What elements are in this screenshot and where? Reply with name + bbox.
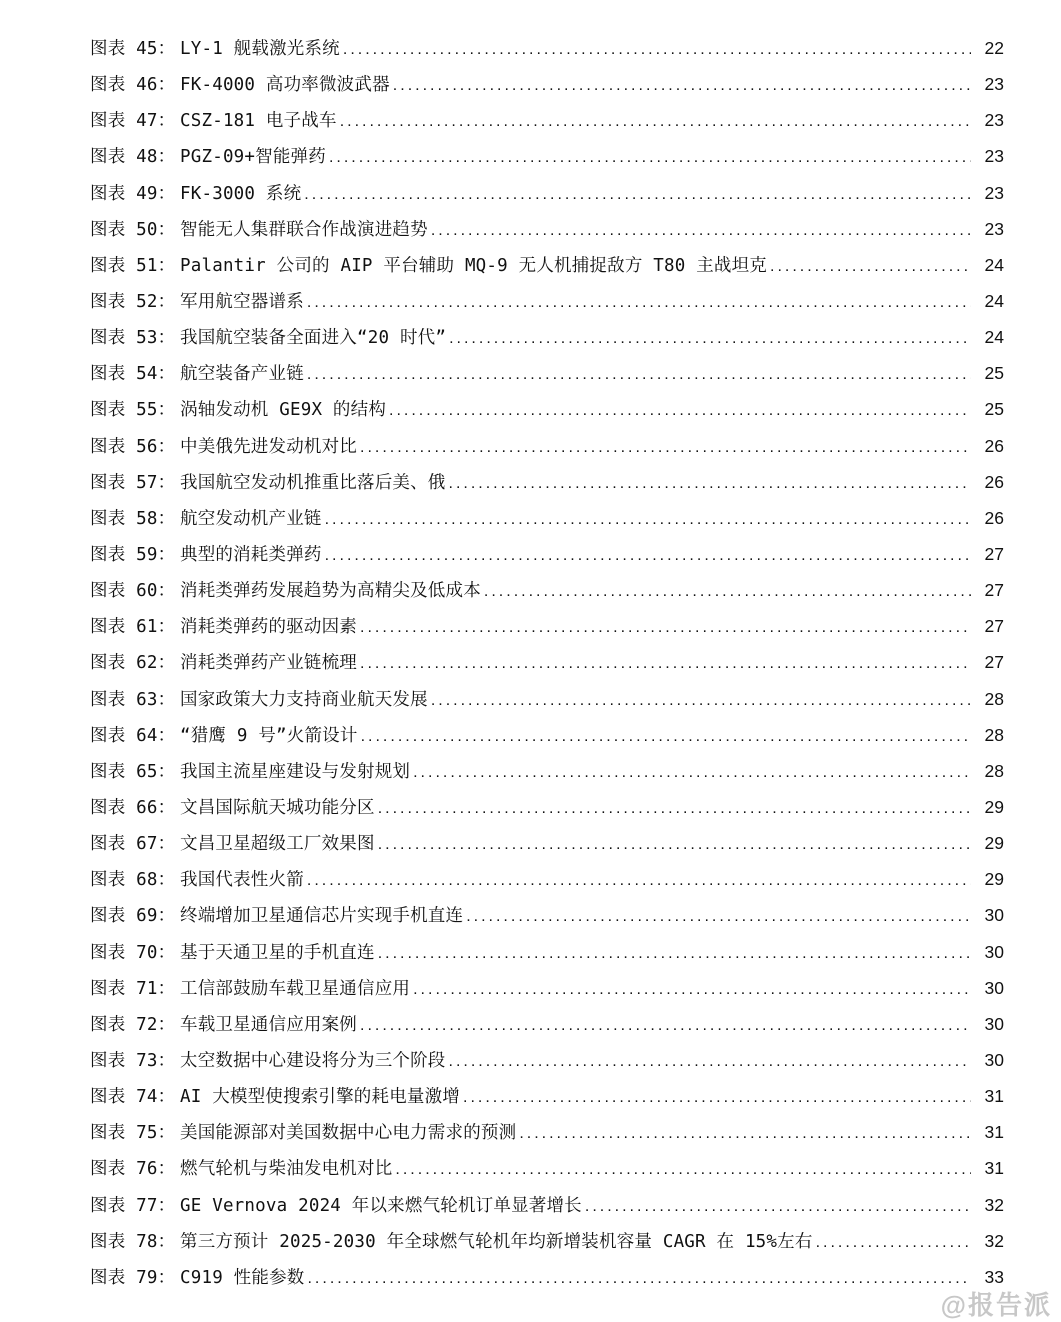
figure-title: GE Vernova 2024 年以来燃气轮机订单显著增长 <box>180 1195 582 1216</box>
page-number: 26 <box>984 507 1004 528</box>
figure-title: 智能无人集群联合作战演进趋势 <box>180 219 428 240</box>
toc-entry[interactable] <box>90 897 1004 933</box>
dot-leader <box>378 825 971 861</box>
dot-leader <box>325 500 971 536</box>
figure-label: 图表 75： <box>90 1123 176 1144</box>
dot-leader <box>360 644 971 680</box>
figure-label: 图表 45： <box>90 39 176 59</box>
dot-leader <box>389 391 971 427</box>
figure-label: 图表 64： <box>90 725 176 746</box>
dot-leader <box>449 1042 972 1078</box>
toc-entry[interactable] <box>90 789 1004 825</box>
toc-entry[interactable] <box>90 753 1004 789</box>
page-number: 27 <box>984 616 1004 637</box>
toc-entry[interactable] <box>90 247 1004 283</box>
figure-label: 图表 73： <box>90 1050 176 1071</box>
toc-entry[interactable] <box>90 319 1004 355</box>
page-number: 28 <box>984 760 1004 781</box>
page-number: 24 <box>984 327 1004 348</box>
figure-list <box>90 30 1004 1295</box>
figure-title: C919 性能参数 <box>180 1267 305 1288</box>
figure-label: 图表 65： <box>90 761 176 782</box>
figure-title: 消耗类弹药发展趋势为高精尖及低成本 <box>180 581 481 602</box>
toc-entry[interactable] <box>90 934 1004 970</box>
page-number: 31 <box>984 1086 1004 1107</box>
figure-label: 图表 56： <box>90 436 176 457</box>
toc-entry[interactable] <box>90 608 1004 644</box>
dot-leader <box>325 536 971 572</box>
dot-leader <box>431 681 971 717</box>
figure-label: 图表 59： <box>90 544 176 565</box>
figure-title: 涡轴发动机 GE9X 的结构 <box>180 400 387 421</box>
figure-title: LY-1 舰载激光系统 <box>180 39 340 59</box>
dot-leader <box>449 464 972 500</box>
figure-label: 图表 76： <box>90 1159 176 1180</box>
watermark: @报告派 <box>940 1290 1052 1320</box>
toc-entry[interactable] <box>90 102 1004 138</box>
dot-leader <box>413 970 971 1006</box>
figure-title: 航空发动机产业链 <box>180 508 322 529</box>
page-number: 28 <box>984 688 1004 709</box>
dot-leader <box>340 102 971 138</box>
figure-title: 基于天通卫星的手机直连 <box>180 942 375 963</box>
dot-leader <box>307 283 971 319</box>
page-number: 29 <box>984 869 1004 890</box>
figure-label: 图表 63： <box>90 689 176 710</box>
toc-entry[interactable] <box>90 644 1004 680</box>
dot-leader <box>484 572 971 608</box>
figure-label: 图表 66： <box>90 797 176 818</box>
page-number: 32 <box>984 1230 1004 1251</box>
figure-label: 图表 52： <box>90 291 176 312</box>
figure-title: 我国航空装备全面进入“20 时代” <box>180 328 447 349</box>
toc-entry[interactable] <box>90 572 1004 608</box>
page-number: 28 <box>984 724 1004 745</box>
toc-entry[interactable] <box>90 1259 1004 1295</box>
figure-label: 图表 79： <box>90 1267 176 1288</box>
page-number: 27 <box>984 543 1004 564</box>
figure-title: 消耗类弹药的驱动因素 <box>180 617 357 638</box>
page-number: 26 <box>984 435 1004 456</box>
figure-label: 图表 55： <box>90 400 176 421</box>
figure-label: 图表 50： <box>90 219 176 240</box>
page-number: 23 <box>984 146 1004 167</box>
toc-entry[interactable] <box>90 355 1004 391</box>
dot-leader <box>463 1078 971 1114</box>
toc-entry[interactable] <box>90 30 1004 66</box>
toc-entry[interactable] <box>90 391 1004 427</box>
dot-leader <box>360 428 971 464</box>
dot-leader <box>360 1006 971 1042</box>
figure-title: 我国代表性火箭 <box>180 870 304 891</box>
toc-entry[interactable] <box>90 1114 1004 1150</box>
toc-entry[interactable] <box>90 861 1004 897</box>
toc-entry[interactable] <box>90 175 1004 211</box>
page-number: 30 <box>984 905 1004 926</box>
figure-label: 图表 69： <box>90 906 176 927</box>
figure-title: 航空装备产业链 <box>180 364 304 385</box>
dot-leader <box>304 175 971 211</box>
page-number: 25 <box>984 399 1004 420</box>
page-number: 23 <box>984 74 1004 95</box>
figure-label: 图表 72： <box>90 1014 176 1035</box>
page-number: 24 <box>984 254 1004 275</box>
figure-label: 图表 61： <box>90 617 176 638</box>
page-number: 30 <box>984 1013 1004 1034</box>
page-number: 32 <box>984 1194 1004 1215</box>
figure-label: 图表 51： <box>90 255 176 276</box>
page-number: 23 <box>984 218 1004 239</box>
dot-leader <box>329 138 971 174</box>
figure-title: 文昌国际航天城功能分区 <box>180 797 375 818</box>
figure-label: 图表 62： <box>90 653 176 674</box>
figure-title: 第三方预计 2025-2030 年全球燃气轮机年均新增装机容量 CAGR 在 15%左右 <box>180 1231 813 1252</box>
figure-label: 图表 57： <box>90 472 176 493</box>
figure-title: Palantir 公司的 AIP 平台辅助 MQ-9 无人机捕捉敌方 T80 主战坦克 <box>180 255 767 276</box>
page-number: 31 <box>984 1158 1004 1179</box>
figure-title: 工信部鼓励车载卫星通信应用 <box>180 978 411 999</box>
dot-leader <box>466 897 971 933</box>
figure-title: 太空数据中心建设将分为三个阶段 <box>180 1050 446 1071</box>
page-number: 31 <box>984 1122 1004 1143</box>
dot-leader <box>395 1150 971 1186</box>
dot-leader <box>378 934 971 970</box>
toc-entry[interactable] <box>90 1078 1004 1114</box>
figure-title: 文昌卫星超级工厂效果图 <box>180 834 375 855</box>
figure-label: 图表 77： <box>90 1195 176 1216</box>
toc-entry[interactable] <box>90 1150 1004 1186</box>
dot-leader <box>361 717 971 753</box>
figure-label: 图表 67： <box>90 834 176 855</box>
toc-entry[interactable] <box>90 66 1004 102</box>
toc-entry[interactable] <box>90 681 1004 717</box>
figure-label: 图表 58： <box>90 508 176 529</box>
dot-leader <box>431 211 971 247</box>
page-number: 23 <box>984 182 1004 203</box>
page-number: 24 <box>984 290 1004 311</box>
page-number: 26 <box>984 471 1004 492</box>
figure-title: 终端增加卫星通信芯片实现手机直连 <box>180 906 464 927</box>
toc-entry[interactable] <box>90 211 1004 247</box>
page-number: 29 <box>984 833 1004 854</box>
dot-leader <box>378 789 971 825</box>
figure-label: 图表 74： <box>90 1087 176 1108</box>
dot-leader <box>307 1259 971 1295</box>
dot-leader <box>307 861 971 897</box>
page-number: 25 <box>984 363 1004 384</box>
figure-title: 我国航空发动机推重比落后美、俄 <box>180 472 446 493</box>
toc-entry[interactable] <box>90 536 1004 572</box>
toc-entry[interactable] <box>90 500 1004 536</box>
page-number: 23 <box>984 110 1004 131</box>
page-number: 30 <box>984 977 1004 998</box>
figure-title: 消耗类弹药产业链梳理 <box>180 653 357 674</box>
toc-entry[interactable] <box>90 283 1004 319</box>
toc-entry[interactable] <box>90 1187 1004 1223</box>
figure-label: 图表 53： <box>90 328 176 349</box>
page-number: 30 <box>984 1049 1004 1070</box>
toc-entry[interactable] <box>90 717 1004 753</box>
toc-entry[interactable] <box>90 825 1004 861</box>
figure-label: 图表 70： <box>90 942 176 963</box>
toc-entry[interactable] <box>90 428 1004 464</box>
figure-label: 图表 47： <box>90 111 176 132</box>
figure-title: CSZ-181 电子战车 <box>180 111 337 132</box>
dot-leader <box>449 319 971 355</box>
dot-leader <box>307 355 971 391</box>
page-number: 33 <box>984 1266 1004 1287</box>
figure-title: FK-4000 高功率微波武器 <box>180 75 390 96</box>
page-number: 27 <box>984 652 1004 673</box>
dot-leader <box>816 1223 971 1259</box>
dot-leader <box>585 1187 971 1223</box>
figure-title: “猎鹰 9 号”火箭设计 <box>180 725 358 746</box>
page-number: 30 <box>984 941 1004 962</box>
figure-label: 图表 48： <box>90 147 176 168</box>
figure-title: PGZ-09+智能弹药 <box>180 147 326 168</box>
figure-label: 图表 71： <box>90 978 176 999</box>
toc-entry[interactable] <box>90 970 1004 1006</box>
figure-title: 车载卫星通信应用案例 <box>180 1014 357 1035</box>
toc-entry[interactable] <box>90 464 1004 500</box>
dot-leader <box>519 1114 971 1150</box>
figure-title: 中美俄先进发动机对比 <box>180 436 357 457</box>
figure-title: 典型的消耗类弹药 <box>180 544 322 565</box>
page-number: 29 <box>984 796 1004 817</box>
figure-title: 燃气轮机与柴油发电机对比 <box>180 1159 393 1180</box>
figure-label: 图表 78： <box>90 1231 176 1252</box>
figure-title: FK-3000 系统 <box>180 183 302 204</box>
figure-title: 军用航空器谱系 <box>180 291 304 312</box>
figure-label: 图表 49： <box>90 183 176 204</box>
dot-leader <box>343 30 971 66</box>
page-number: 22 <box>984 38 1004 58</box>
toc-entry[interactable] <box>90 1223 1004 1259</box>
figure-label: 图表 60： <box>90 581 176 602</box>
dot-leader <box>360 608 971 644</box>
dot-leader <box>770 247 971 283</box>
figure-label: 图表 46： <box>90 75 176 96</box>
figure-label: 图表 68： <box>90 870 176 891</box>
toc-entry[interactable] <box>90 1042 1004 1078</box>
dot-leader <box>413 753 971 789</box>
page-number: 27 <box>984 580 1004 601</box>
figure-title: AI 大模型使搜索引擎的耗电量激增 <box>180 1087 461 1108</box>
figure-title: 国家政策大力支持商业航天发展 <box>180 689 428 710</box>
toc-entry[interactable] <box>90 138 1004 174</box>
dot-leader <box>393 66 971 102</box>
figure-title: 美国能源部对美国数据中心电力需求的预测 <box>180 1123 517 1144</box>
figure-label: 图表 54： <box>90 364 176 385</box>
figure-title: 我国主流星座建设与发射规划 <box>180 761 411 782</box>
toc-entry[interactable] <box>90 1006 1004 1042</box>
